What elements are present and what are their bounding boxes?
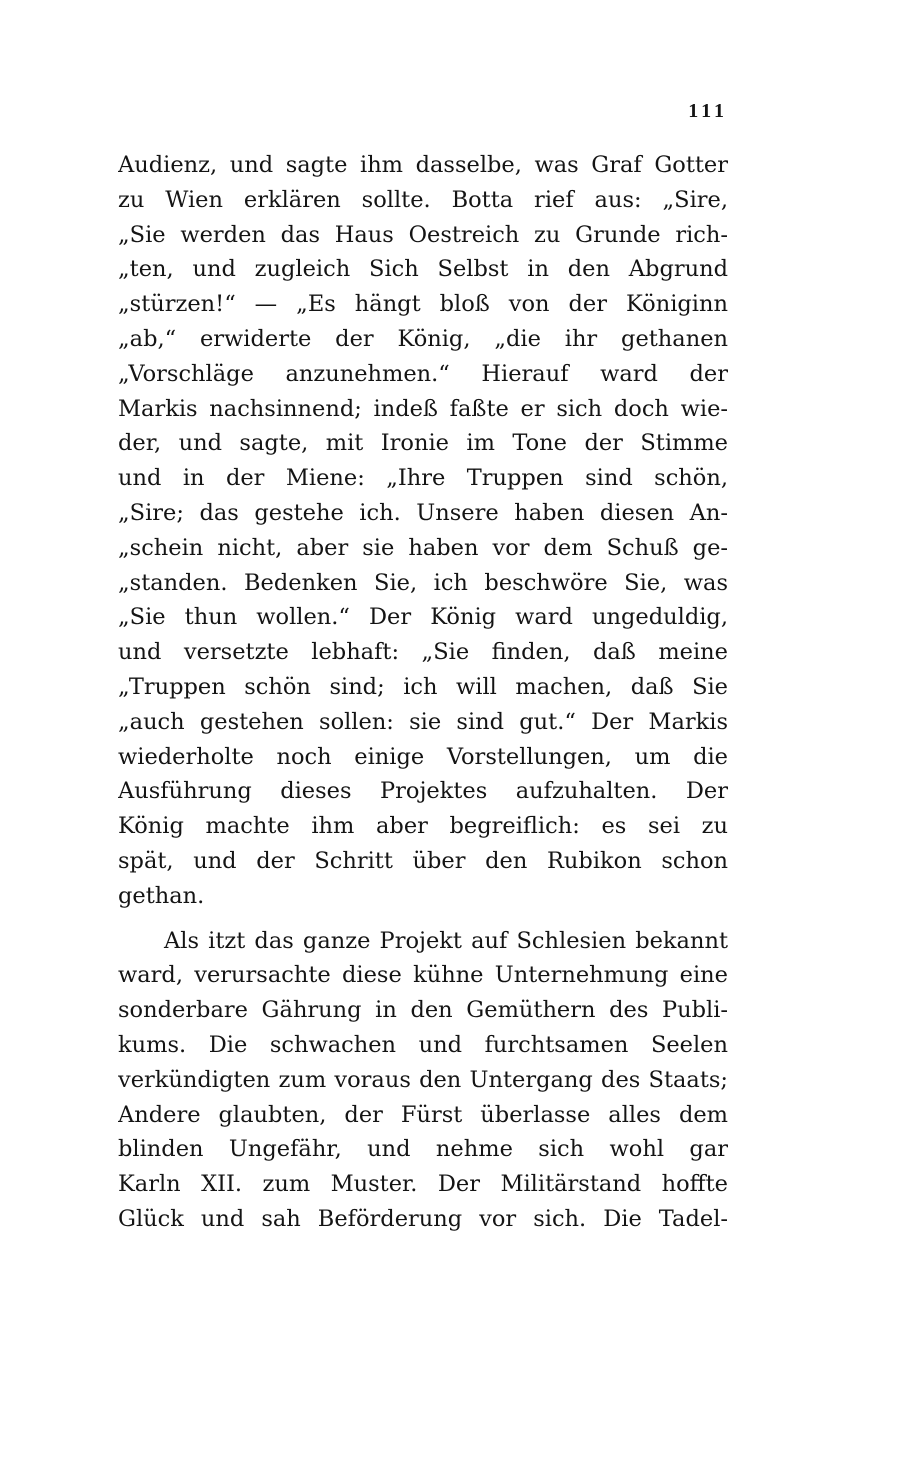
text-line: spät, und der Schritt über den Rubikon schon (118, 847, 728, 874)
text-line: „Sire; das gestehe ich. Unsere haben diesen An- (118, 499, 728, 526)
page-number: 111 (688, 100, 728, 122)
text-line: und versetzte lebhaft: „Sie finden, daß meine (118, 639, 728, 666)
text-line: „stürzen!“ — „Es hängt bloß von der Königinn (118, 291, 728, 318)
text-line: Karln XII. zum Muster. Der Militärstand hoffte (118, 1171, 728, 1198)
text-line: verkündigten zum voraus den Untergang des Staats; (118, 1066, 728, 1093)
text-line: kums. Die schwachen und furchtsamen Seelen (118, 1031, 728, 1058)
paragraph (118, 924, 728, 1237)
text-line: „ab,“ erwiderte der König, „die ihr gethanen (118, 325, 728, 352)
body-text (118, 148, 728, 1237)
text-line: ward, verursachte diese kühne Unternehmung eine (118, 962, 728, 989)
text-line: „Vorschläge anzunehmen.“ Hierauf ward der (118, 360, 728, 387)
text-line: blinden Ungefähr, und nehme sich wohl gar (118, 1136, 728, 1163)
text-line: wiederholte noch einige Vorstellungen, um die (118, 743, 728, 770)
paragraph-gap (118, 914, 728, 924)
text-line: Ausführung dieses Projektes aufzuhalten. Der (118, 778, 728, 805)
text-line: „Truppen schön sind; ich will machen, daß Sie (118, 673, 728, 700)
text-line: „standen. Bedenken Sie, ich beschwöre Sie, was (118, 569, 728, 596)
text-line: „schein nicht, aber sie haben vor dem Schuß ge- (118, 534, 728, 561)
text-line: Audienz, und sagte ihm dasselbe, was Graf Gotter (118, 152, 728, 178)
text-line: „ten, und zugleich Sich Selbst in den Abgrund (118, 256, 728, 283)
paragraph (118, 148, 728, 914)
text-line: König machte ihm aber begreiflich: es sei zu (118, 813, 728, 840)
text-line: sonderbare Gährung in den Gemüthern des Publi- (118, 997, 728, 1024)
text-line: Als itzt das ganze Projekt auf Schlesien bekannt (164, 927, 728, 954)
text-line: gethan. (118, 882, 205, 909)
text-line: zu Wien erklären sollte. Botta rief aus: „Sire, (118, 186, 728, 213)
text-line: Glück und sah Beförderung vor sich. Die Tadel- (118, 1205, 728, 1232)
text-line: „Sie thun wollen.“ Der König ward ungeduldig, (118, 604, 728, 631)
text-line: Andere glaubten, der Fürst überlasse alles dem (118, 1101, 728, 1128)
text-line: „auch gestehen sollen: sie sind gut.“ Der Markis (118, 708, 728, 735)
text-line: „Sie werden das Haus Oestreich zu Grunde rich- (118, 221, 728, 248)
text-line: der, und sagte, mit Ironie im Tone der Stimme (118, 430, 728, 457)
text-line: Markis nachsinnend; indeß faßte er sich doch wie- (118, 395, 728, 422)
text-line: und in der Miene: „Ihre Truppen sind schön, (118, 465, 728, 492)
